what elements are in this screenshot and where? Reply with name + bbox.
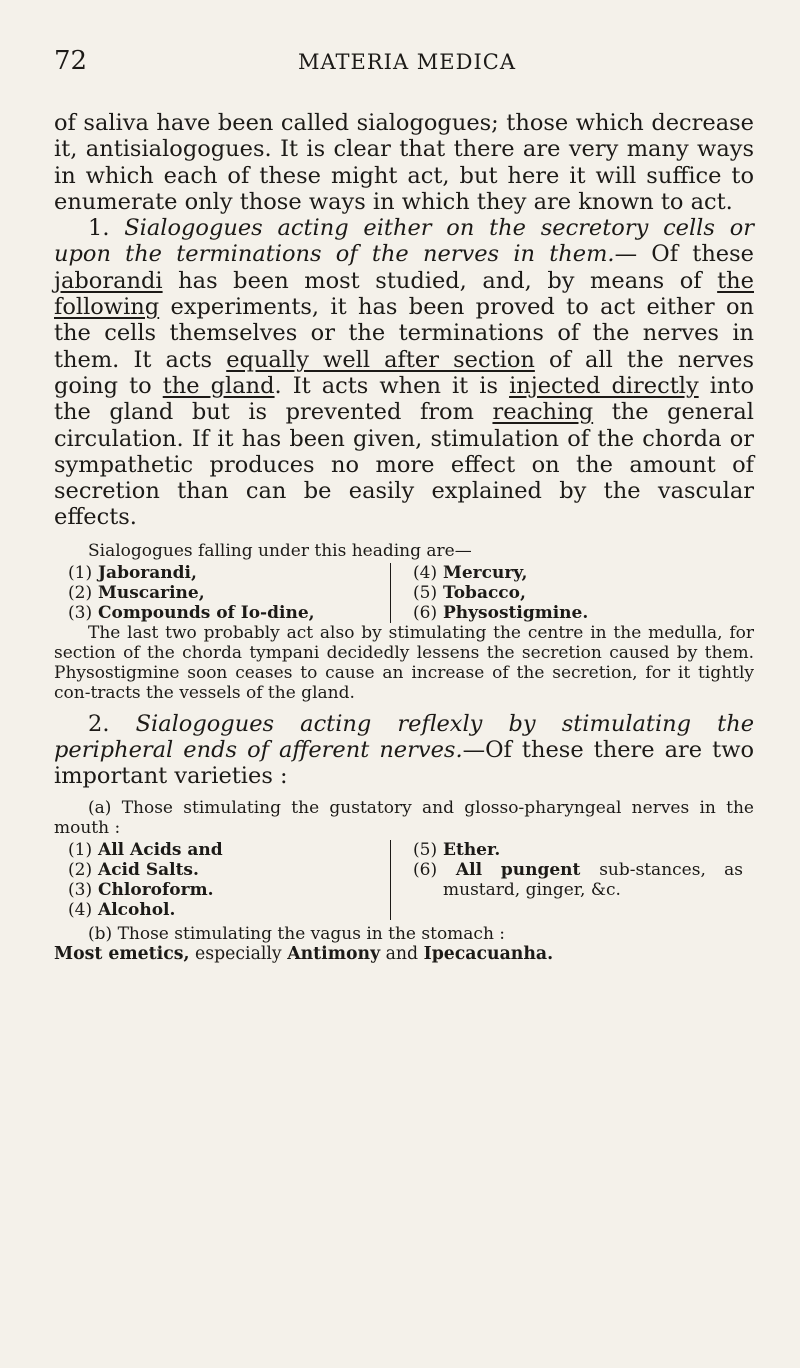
list-item <box>68 603 390 623</box>
list-2 <box>54 840 754 920</box>
section-2-number: 2. <box>88 710 110 737</box>
subsection-b-label: (b) <box>88 923 113 944</box>
section-1-number: 1. <box>88 215 110 242</box>
emetics-label: Most emetics, <box>54 943 190 964</box>
item-name: Mercury, <box>443 562 528 583</box>
antimony-label: Antimony <box>287 943 381 964</box>
list-item <box>68 563 390 583</box>
underlined-equally-well: equally well after section <box>226 346 535 373</box>
list-item <box>68 900 390 920</box>
item-number: (6) <box>413 602 438 623</box>
page-body <box>54 110 754 965</box>
subsection-a-text: Those stimulating the gustatory and glosso-pharyngeal nerves in the mouth : <box>54 797 754 838</box>
page-number: 72 <box>54 46 88 76</box>
list-item <box>413 583 588 603</box>
section-1-text: — Of these <box>614 241 754 268</box>
list-item <box>68 860 390 880</box>
emetics-line <box>54 944 754 965</box>
item-number: (5) <box>413 839 438 860</box>
item-name: Compounds of Io-dine, <box>98 602 315 623</box>
item-number: (4) <box>413 562 438 583</box>
section-1-text: experiments, it has been proved to act either on the cells themselves or the terminations of the nerves in them. It acts <box>54 294 754 373</box>
list-item <box>413 603 588 623</box>
item-name: Physostigmine. <box>443 602 589 623</box>
item-detail: sub-stances, as mustard, ginger, &c. <box>443 859 744 900</box>
item-number: (1) <box>68 562 93 583</box>
subsection-a-label: (a) <box>88 797 112 818</box>
underlined-reaching: reaching <box>492 399 594 426</box>
list-item <box>68 840 390 860</box>
item-name: Chloroform. <box>98 879 214 900</box>
section-1-heading: Sialogogues acting either on the secretory cells or upon the terminations of the nerves in them. <box>54 215 755 268</box>
item-number: (4) <box>68 899 93 920</box>
subsection-b-text: Those stimulating the vagus in the stomach : <box>117 923 506 944</box>
list-item <box>413 840 743 860</box>
underlined-the-gland: the gland <box>162 372 275 399</box>
item-number: (2) <box>68 582 93 603</box>
running-title: MATERIA MEDICA <box>297 50 516 74</box>
underlined-the-following: the following <box>54 267 754 321</box>
page-header <box>54 46 760 86</box>
note-paragraph: The last two probably act also by stimulating the centre in the medulla, for section of the chorda tympani decidedly lessens the secretion caused by them. Physostigmine soon ceases to cause an increase of the secretion, for it tightly con-tracts the vessels of the gland. <box>54 622 754 703</box>
list-item <box>68 880 390 900</box>
item-number: (6) <box>413 859 438 880</box>
item-name: All pungent <box>455 859 581 880</box>
item-name: Alcohol. <box>98 899 176 920</box>
list-1 <box>54 563 754 623</box>
item-number: (1) <box>68 839 93 860</box>
item-name: All Acids and <box>98 839 223 860</box>
item-name: Jaborandi, <box>98 562 197 583</box>
item-name: Acid Salts. <box>98 859 199 880</box>
section-1-paragraph <box>54 215 754 531</box>
emetics-text: especially <box>189 943 288 964</box>
list-2-right-column <box>391 840 743 920</box>
item-name: Ether. <box>443 839 501 860</box>
section-2-text: —Of these there are two important varieties : <box>54 737 755 790</box>
item-name: Muscarine, <box>98 582 205 603</box>
section-2-heading: Sialogogues acting reflexly by stimulating the peripheral ends of afferent nerves. <box>54 710 755 764</box>
item-name: Tobacco, <box>443 582 526 603</box>
emetics-text: and <box>380 943 424 964</box>
section-1-text: into the gland but is prevented from <box>54 372 754 426</box>
list-1-right-column <box>391 563 588 623</box>
item-number: (2) <box>68 859 93 880</box>
section-2-paragraph <box>54 711 754 790</box>
list-1-left-column <box>54 563 391 623</box>
section-1-text: has been most studied, and, by means of <box>162 267 718 294</box>
section-1-text: . It acts when it is <box>274 372 510 399</box>
list-2-left-column <box>54 840 391 920</box>
intro-paragraph: of saliva have been called sialogogues; those which decrease it, antisialogogues. It is clear that there are very many ways in which each of these might act, but here it will suffice to enumerate only those ways in which they are known to act. <box>54 110 754 215</box>
item-number: (5) <box>413 582 438 603</box>
underlined-jaborandi: jaborandi <box>54 267 163 294</box>
list-item <box>413 860 743 900</box>
subsection-b <box>54 924 754 944</box>
ipecacuanha-label: Ipecacuanha. <box>423 943 554 964</box>
item-number: (3) <box>68 879 93 900</box>
section-1-text: of all the nerves going to <box>54 346 754 399</box>
list-item <box>413 563 588 583</box>
item-number: (3) <box>68 602 93 623</box>
list-item <box>68 583 390 603</box>
list-1-intro: Sialogogues falling under this heading are— <box>88 540 472 561</box>
underlined-injected-directly: injected directly <box>509 372 699 399</box>
subsection-a <box>54 798 754 838</box>
section-1-text: the general circulation. If it has been given, stimulation of the chorda or sympathetic produces no more effect on the amount of secretion than can be easily explained by the vascular effects. <box>54 399 754 531</box>
